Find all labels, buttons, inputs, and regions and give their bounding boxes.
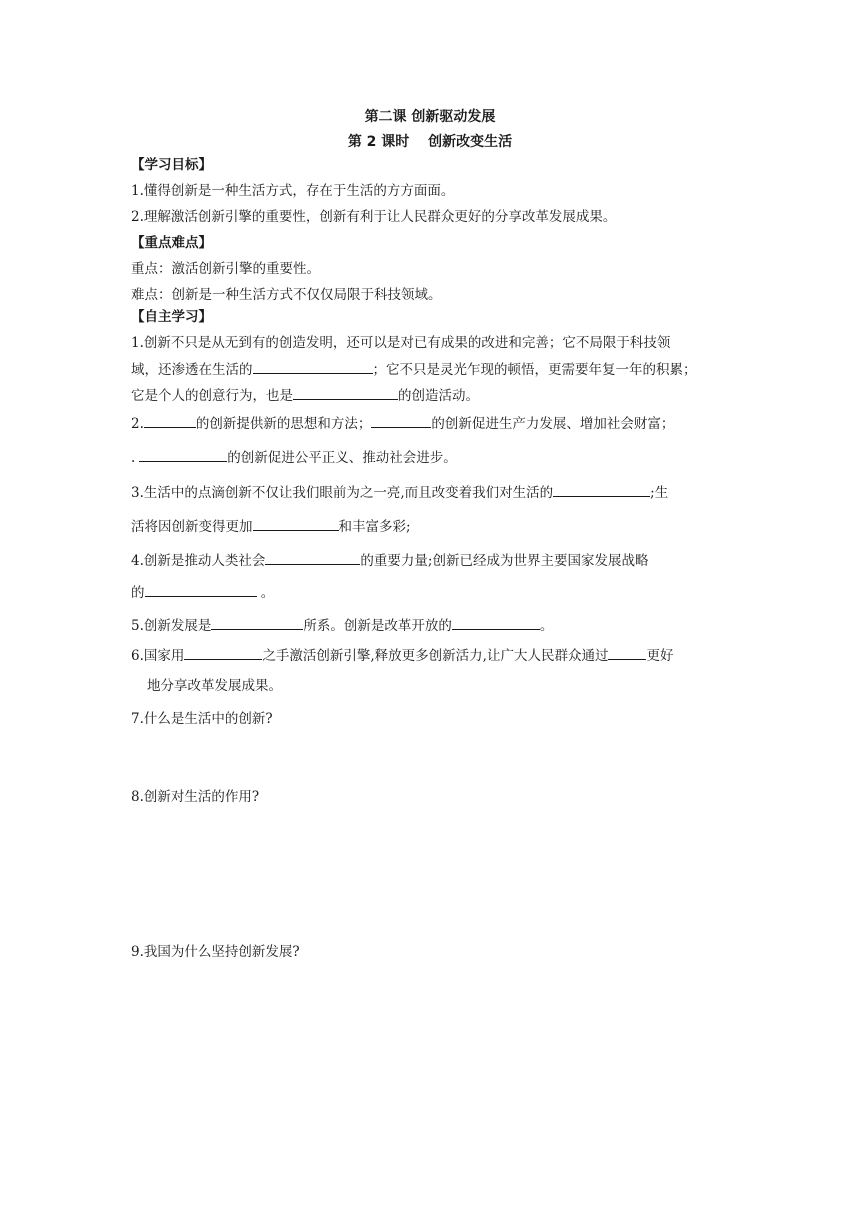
question-6-line-1 xyxy=(131,645,673,666)
q5-text-c: 。 xyxy=(539,618,554,634)
question-8: 8.创新对生活的作用? xyxy=(131,789,260,805)
question-1-line-2 xyxy=(131,359,697,380)
answer-blank[interactable] xyxy=(371,413,431,428)
answer-blank[interactable] xyxy=(211,615,303,630)
q3-text-a: 3.生活中的点滴创新不仅让我们眼前为之一亮,而且改变着我们对生活的 xyxy=(131,485,554,501)
question-4-line-2 xyxy=(131,582,274,603)
difficult-point: 难点：创新是一种生活方式不仅仅局限于科技领域。 xyxy=(131,287,442,303)
q1-text-a: 域，还渗透在生活的 xyxy=(131,362,253,378)
q3-text-d: 和丰富多彩; xyxy=(338,519,411,535)
question-6-line-2: 地分享改革发展成果。 xyxy=(147,678,282,694)
q6-text-c: 更好 xyxy=(646,648,674,664)
question-3-line-2 xyxy=(131,516,411,537)
question-9: 9.我国为什么坚持创新发展? xyxy=(131,944,300,960)
answer-blank[interactable] xyxy=(145,582,257,597)
answer-blank[interactable] xyxy=(139,447,227,462)
answer-blank[interactable] xyxy=(184,645,262,660)
page-subtitle: 第 2 课时 创新改变生活 xyxy=(347,134,513,150)
q5-text-b: 所系。创新是改革开放的 xyxy=(303,618,452,634)
answer-blank[interactable] xyxy=(253,516,339,531)
question-5 xyxy=(131,615,553,636)
q4-text-b: 的重要力量;创新已经成为世界主要国家发展战略 xyxy=(360,553,649,569)
q1-text-c: 它是个人的创意行为，也是 xyxy=(131,388,293,404)
q4-text-a: 4.创新是推动人类社会 xyxy=(131,553,266,569)
answer-blank[interactable] xyxy=(553,482,650,497)
goal-item-2: 2.理解激活创新引擎的重要性，创新有利于让人民群众更好的分享改革发展成果。 xyxy=(131,209,617,225)
question-4-line-1 xyxy=(131,550,648,571)
goal-item-1: 1.懂得创新是一种生活方式，存在于生活的方方面面。 xyxy=(131,183,455,199)
q6-text-b: 之手激活创新引擎,释放更多创新活力,让广大人民群众通过 xyxy=(262,648,609,664)
q5-text-a: 5.创新发展是 xyxy=(131,618,212,634)
section-heading-goals: 【学习目标】 xyxy=(131,157,212,173)
question-1-line-1: 1.创新不只是从无到有的创造发明，还可以是对已有成果的改进和完善；它不局限于科技领 xyxy=(131,335,671,351)
answer-blank[interactable] xyxy=(144,413,196,428)
q3-text-b: ;生 xyxy=(650,485,669,501)
key-point: 重点：激活创新引擎的重要性。 xyxy=(131,261,320,277)
answer-blank[interactable] xyxy=(452,615,540,630)
q2-text-b: 的创新提供新的思想和方法； xyxy=(195,416,372,432)
section-heading-self-study: 【自主学习】 xyxy=(131,309,212,325)
q4-text-d: 。 xyxy=(256,585,275,601)
section-heading-key-points: 【重点难点】 xyxy=(131,235,212,251)
answer-blank[interactable] xyxy=(293,385,398,400)
question-2-line-2 xyxy=(131,447,457,468)
question-3-line-1 xyxy=(131,482,668,503)
q1-text-b: ；它不只是灵光乍现的顿悟，更需要年复一年的积累； xyxy=(372,362,697,378)
q2-text-e: 的创新促进公平正义、推动社会进步。 xyxy=(227,450,457,466)
answer-blank[interactable] xyxy=(265,550,360,565)
question-7: 7.什么是生活中的创新? xyxy=(131,711,273,727)
q3-text-c: 活将因创新变得更加 xyxy=(131,519,253,535)
question-1-line-3 xyxy=(131,385,479,406)
q2-text-d: . xyxy=(131,450,136,466)
page-title: 第二课 创新驱动发展 xyxy=(364,109,496,125)
answer-blank[interactable] xyxy=(608,645,646,660)
q4-text-c: 的 xyxy=(131,585,145,601)
q2-text-a: 2. xyxy=(131,416,144,432)
answer-blank[interactable] xyxy=(253,359,373,374)
q1-text-d: 的创造活动。 xyxy=(398,388,479,404)
question-2-line-1 xyxy=(131,413,674,434)
q2-text-c: 的创新促进生产力发展、增加社会财富； xyxy=(431,416,675,432)
q6-text-a: 6.国家用 xyxy=(131,648,185,664)
